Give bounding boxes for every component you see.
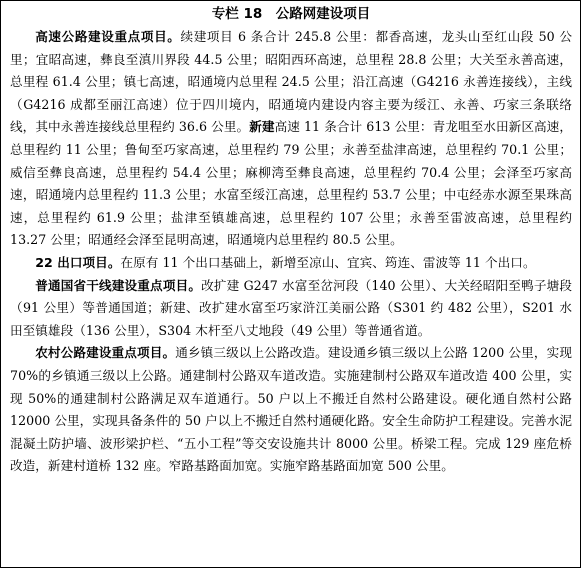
exits-heading: 22 出口项目。: [35, 254, 121, 270]
expressway-paragraph: [10, 26, 572, 252]
exits-paragraph: [10, 252, 572, 275]
column-title: 专栏 18 公路网建设项目: [211, 6, 371, 22]
trunk-road-heading: 普通国省干线建设重点项目。: [35, 277, 202, 293]
exits-text: 在原有 11 个出口基础上，新增至凉山、宜宾、筠连、雷波等 11 个出口。: [120, 254, 536, 270]
trunk-road-paragraph: [10, 275, 572, 343]
expressway-new-text: 高速 11 条合计 613 公里：青龙咀至水田新区高速，总里程约 11 公里；鲁甸至巧家高速，总里程约 79 公里；永善至盐津高速，总里程约 70.1 公里；威信至彝良高速，总里程约 54.4 公里；麻柳湾至彝良高速，总里程约 70.4 公里；会泽至巧家高速，昭通境内总里程约 11.3 公里；水富至绥江高速，总里程约 53.7 公里；中屯经赤水源至果珠高速，总里程约 61.9 公里；盐津至镇雄高速，总里程约 107 公里；永善至雷波高速，总里程约 13.27 公里；昭通经会泽至昆明高速，昭通境内总里程约 80.5 公里。: [10, 119, 572, 248]
rural-road-text: 通乡镇三级以上公路改造。建设通乡镇三级以上公路 1200 公里，实现 70%的乡镇通三级以上公路。通建制村公路双车道改造。实施建制村公路双车道改造 400 公里，实现 50%的通建制村公路满足双车道通行。50 户以上不搬迁自然村公路建设。硬化通自然村公路 12000 公里，实现具备条件的 50 户以上不搬迁自然村通硬化路。安全生命防护工程建设。完善水泥混凝土防护墙、波形梁护栏、“五小工程”等交安设施共计 8000 公里。桥梁工程。完成 129 座危桥改造，新建村道桥 132 座。窄路基路面加宽。实施窄路基路面加宽 500 公里。: [10, 345, 572, 474]
expressway-heading: 高速公路建设重点项目。: [35, 29, 181, 44]
rural-road-paragraph: [10, 342, 572, 478]
expressway-continuing-text: 续建项目 6 条合计 245.8 公里：都香高速，龙头山至红山段 50 公里；宜昭高速，彝良至滇川界段 44.5 公里；昭阳西环高速，总里程 28.8 公里；大关至永善高速，总里程 61.4 公里；镇七高速，昭通境内总里程 24.5 公里；沿江高速（G4216 永善连接线），主线（G4216 成都至丽江高速）位于四川境内，昭通境内建设内容主要为绥江、永善、巧家三条联络线，其中永善连接线总里程约 36.6 公里。: [10, 29, 572, 135]
rural-road-heading: 农村公路建设重点项目。: [35, 345, 176, 361]
trunk-road-text: 改扩建 G247 水富至岔河段（140 公里）、大关经昭阳至鸭子塘段（91 公里）等普通国道；新建、改扩建水富至巧家浒江美丽公路（S301 约 482 公里），S201 水田至镇雄段（136 公里），S304 木杆至八丈地段（49 公里）等普通省道。: [10, 277, 572, 338]
expressway-new-label: 新建: [249, 119, 275, 135]
